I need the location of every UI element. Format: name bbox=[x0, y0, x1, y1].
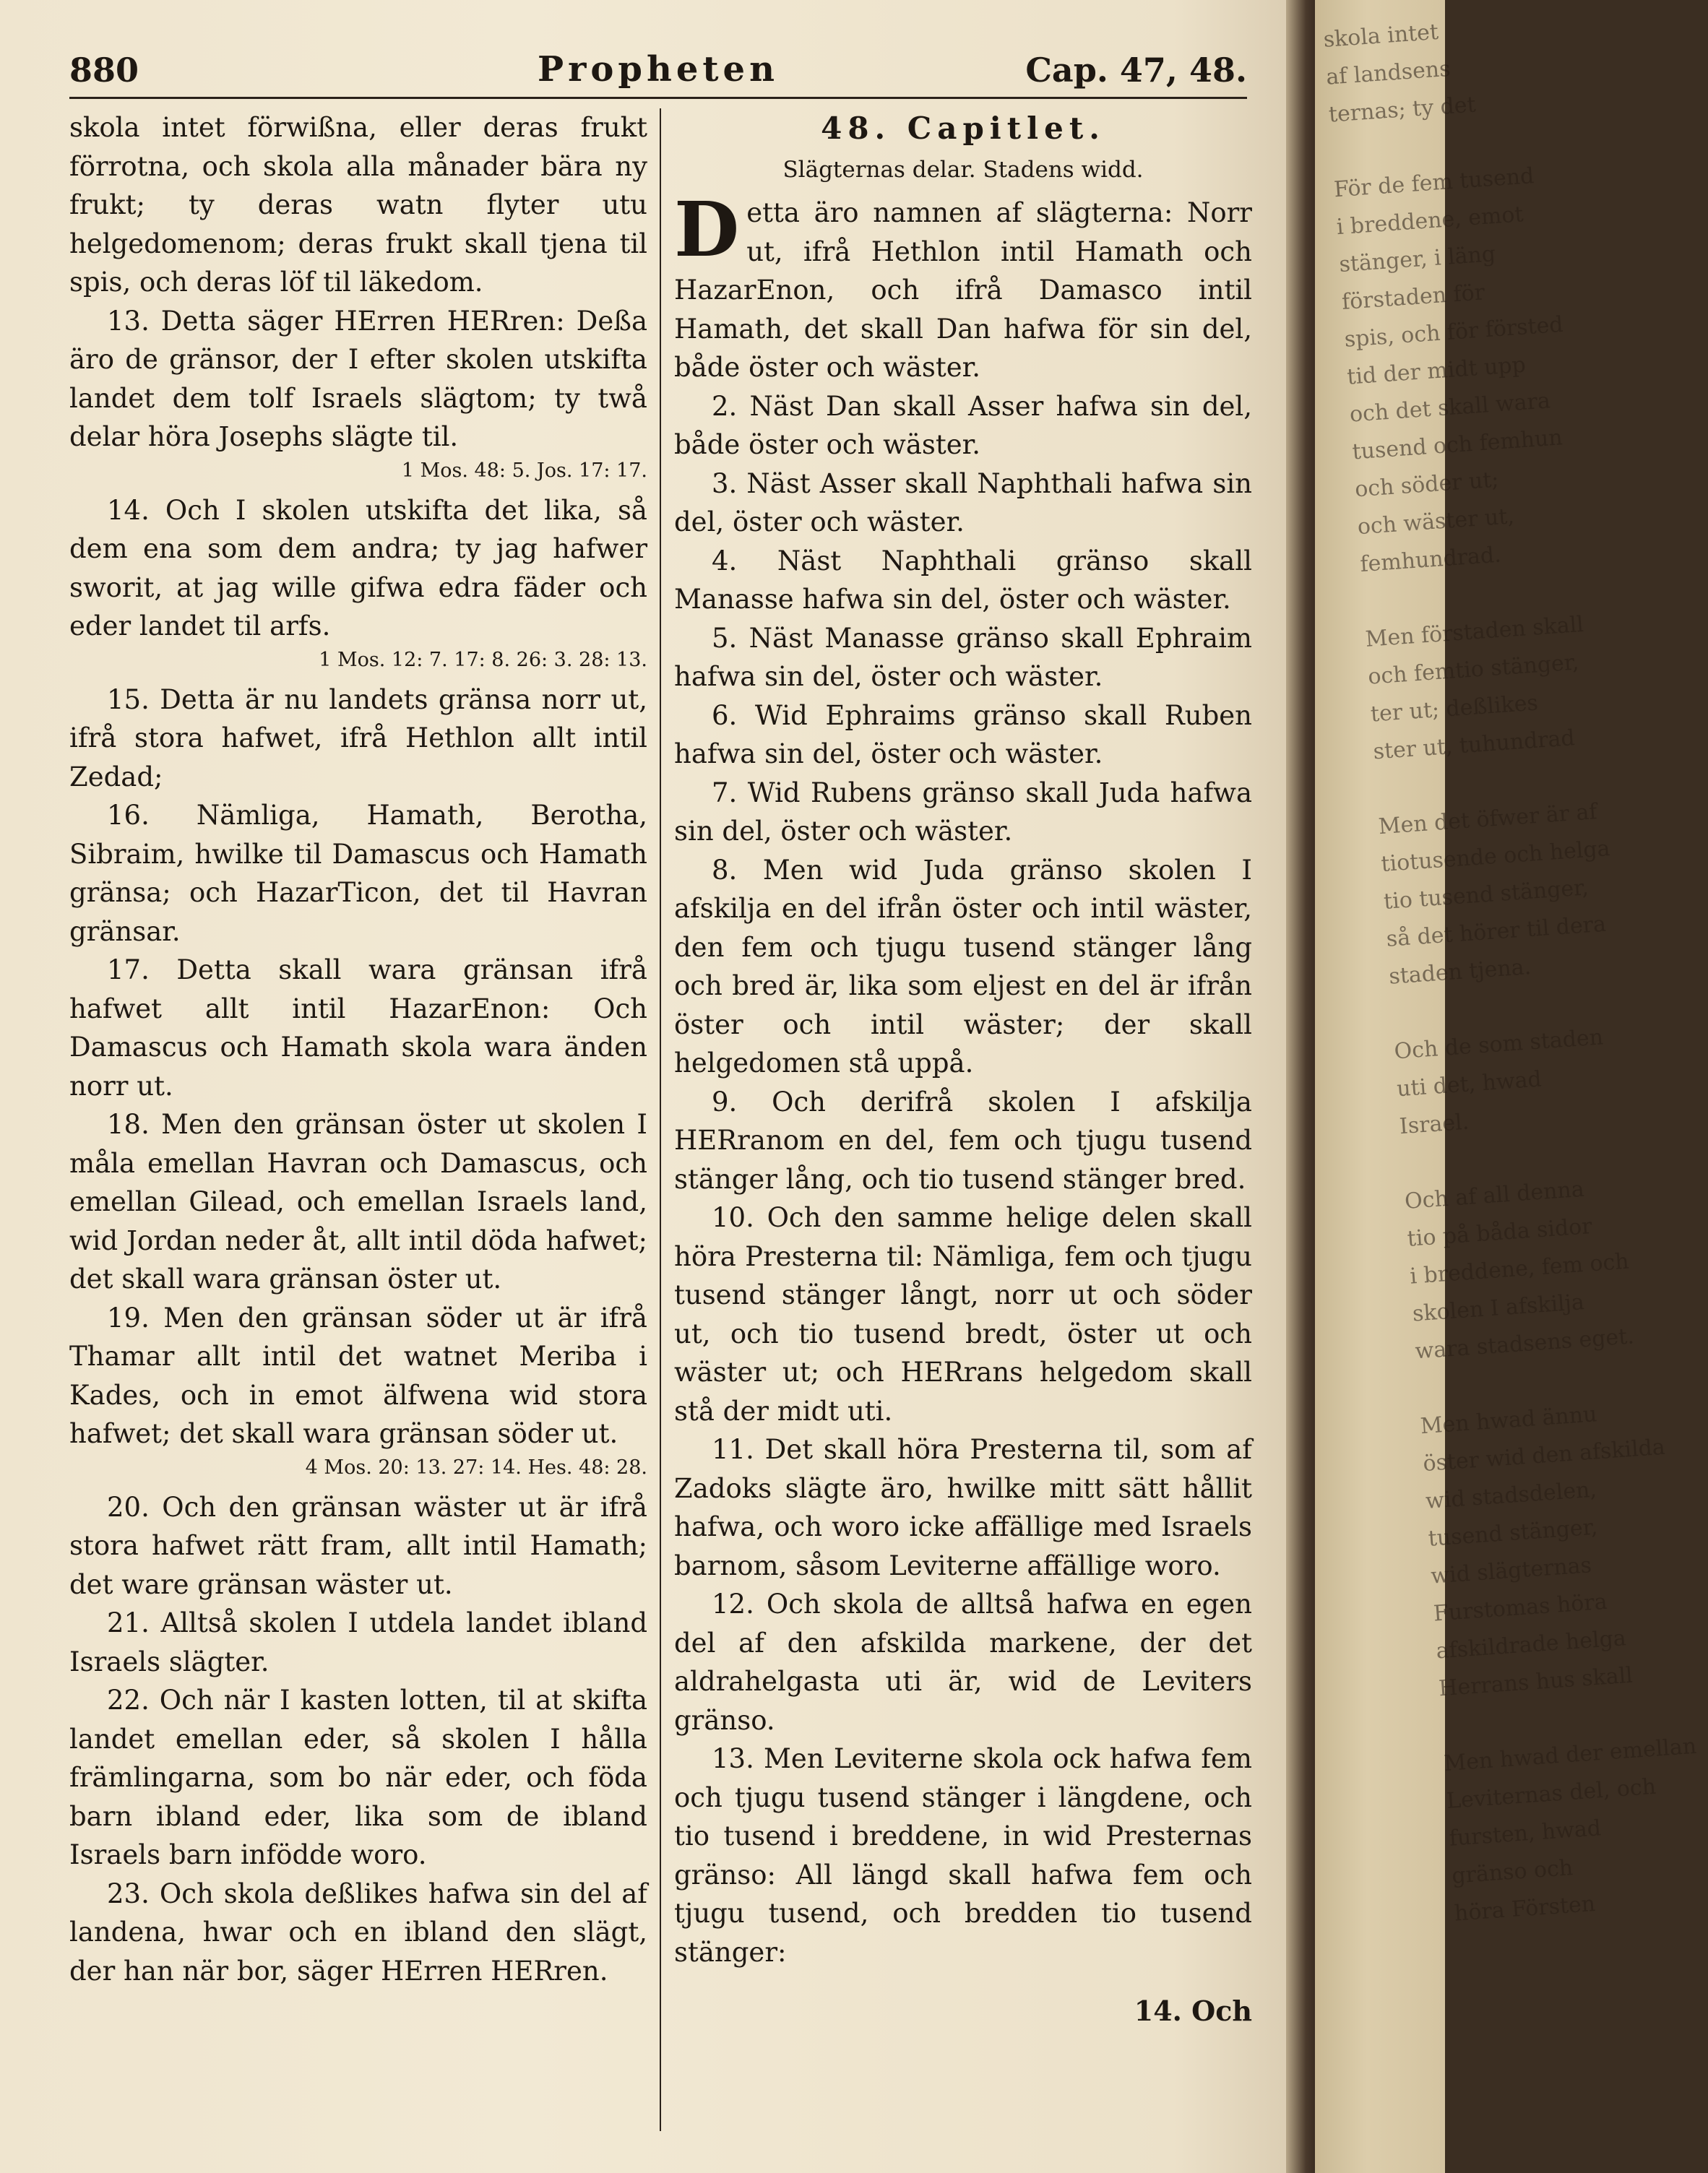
facing-page-line: staden tjena. bbox=[1388, 954, 1532, 990]
facing-page-line: förstaden för bbox=[1340, 280, 1486, 316]
facing-page-line: wara stadsens eget. bbox=[1414, 1323, 1635, 1365]
cross-reference: 1 Mos. 48: 5. Jos. 17: 17. bbox=[401, 459, 647, 482]
verse-paragraph: 3. Näst Asser skall Naphthali hafwa sin del, öster och wäster. bbox=[674, 467, 1252, 537]
facing-page-line: För de fem tusend bbox=[1333, 163, 1535, 203]
facing-page-line: Men förstaden skall bbox=[1364, 611, 1584, 652]
verse-paragraph: 17. Detta skall wara gränsan ifrå hafwet allt intil HazarEnon: Och Damascus och Hamath skola wara änden norr ut. bbox=[69, 954, 647, 1102]
facing-page-line: gränso och bbox=[1451, 1855, 1574, 1889]
verse-paragraph: 21. Alltså skolen I utdela landet ibland Israels slägter. bbox=[69, 1607, 647, 1677]
facing-page-line: Men det öfwer är af bbox=[1377, 799, 1598, 840]
facing-page-line: i breddene, emot bbox=[1335, 202, 1524, 241]
facing-page-line: spis, och för försted bbox=[1343, 311, 1564, 353]
facing-page-line: Leviternas del, och bbox=[1446, 1774, 1657, 1814]
verse-paragraph: 7. Wid Rubens gränso skall Juda hafwa sin del, öster och wäster. bbox=[674, 777, 1252, 847]
facing-page-line: Och de som staden bbox=[1393, 1024, 1605, 1065]
facing-page-line: tiotusende och helga bbox=[1380, 836, 1611, 878]
facing-page-line: höra Försten bbox=[1453, 1891, 1597, 1927]
facing-page-line: tusend och femhun bbox=[1351, 425, 1563, 465]
facing-page-line: wid stadsdelen, bbox=[1425, 1477, 1598, 1514]
verse-paragraph: 15. Detta är nu landets gränsa norr ut, ifrå stora hafwet, ifrå Hethlon allt intil Zedad; bbox=[69, 683, 647, 792]
facing-page-line: Och af all denna bbox=[1404, 1176, 1585, 1214]
page-number: 880 bbox=[69, 51, 139, 90]
verse-paragraph: 23. Och skola deßlikes hafwa sin del af landena, hwar och en ibland den slägt, der han när bor, säger HErren HERren. bbox=[69, 1878, 647, 1987]
verse-paragraph: 2. Näst Dan skall Asser hafwa sin del, både öster och wäster. bbox=[674, 390, 1252, 460]
facing-page-line: Men hwad der emellan bbox=[1443, 1733, 1698, 1777]
cross-reference: 4 Mos. 20: 13. 27: 14. Hes. 48: 28. bbox=[305, 1456, 647, 1479]
facing-page-line: tio på båda sidor bbox=[1406, 1214, 1593, 1252]
verse-paragraph: 18. Men den gränsan öster ut skolen I måla emellan Havran och Damascus, och emellan Gilead, och emellan Israels land, wid Jordan neder åt, allt intil döda hafwet; det skall wara gränsan öster ut. bbox=[69, 1109, 647, 1295]
verse-paragraph: 4. Näst Naphthali gränso skall Manasse hafwa sin del, öster och wäster. bbox=[674, 545, 1252, 615]
facing-page-line: och femtio stänger, bbox=[1367, 649, 1580, 690]
facing-page-line: tid der midt upp bbox=[1346, 352, 1527, 390]
verse-paragraph: 19. Men den gränsan söder ut är ifrå Thamar allt intil det watnet Meriba i Kades, och in emot älfwena wid stora hafwet; det skall wara gränsan söder ut. bbox=[69, 1302, 647, 1449]
facing-page-line: så det hörer til dera bbox=[1385, 911, 1608, 952]
verse-paragraph: 9. Och derifrå skolen I afskilja HERranom en del, fem och tjugu tusend stänger lång, och tio tusend stänger bred. bbox=[674, 1086, 1252, 1195]
facing-page-line: fursten, hwad bbox=[1448, 1815, 1603, 1852]
verse-paragraph: 13. Men Leviterne skola ock hafwa fem och tjugu tusend stänger i längdene, och tio tusend i breddene, in wid Presternas gränso: All längd skall hafwa fem och tjugu tusend, och bredden tio tusend stänger: bbox=[674, 1743, 1252, 1968]
facing-page-line: ter ut; deßlikes bbox=[1369, 690, 1539, 727]
facing-page-line: afskildrade helga bbox=[1435, 1625, 1627, 1664]
verse-paragraph: 10. Och den samme helige delen skall höra Presterna til: Nämliga, fem och tjugu tusend stänger långt, norr ut och söder ut, och tio tusend bredt, öster ut och wäster ut; och HERrans helgedom skall stå der midt uti. bbox=[674, 1202, 1252, 1427]
facing-page-line: Herrans hus skall bbox=[1438, 1662, 1634, 1702]
chapter-title: 48. Capitlet. bbox=[821, 111, 1105, 146]
column-divider bbox=[660, 108, 661, 2131]
verse-paragraph: skola intet förwißna, eller deras frukt förrotna, och skola alla månader bära ny frukt; ty deras watn flyter utu helgedomenom; deras frukt skall tjena til spis, och deras löf til läkedom. bbox=[69, 112, 647, 298]
cross-reference: 1 Mos. 12: 7. 17: 8. 26: 3. 28: 13. bbox=[319, 648, 647, 671]
facing-page-line: femhundrad. bbox=[1359, 542, 1502, 578]
facing-page-line: öster wid den afskilda bbox=[1422, 1434, 1666, 1477]
facing-page-line: Furstomas höra bbox=[1432, 1589, 1608, 1627]
verse-paragraph: 13. Detta säger HErren HERren: Deßa äro de gränsor, der I efter skolen utskifta landet dem tolf Israels slägtom; ty twå delar höra Josephs slägte til. bbox=[69, 305, 647, 452]
facing-page-line: Men hwad ännu bbox=[1419, 1401, 1598, 1440]
facing-page-line: Israel. bbox=[1398, 1109, 1470, 1140]
verse-paragraph: 12. Och skola de alltså hafwa en egen del af den afskilda markene, der det aldrahelgasta uti är, wid de Leviters gränso. bbox=[674, 1589, 1252, 1736]
facing-page-line: wid slägternas bbox=[1430, 1552, 1593, 1589]
facing-page bbox=[1315, 0, 1698, 2173]
facing-page-line: och söder ut; bbox=[1354, 467, 1500, 503]
left-column bbox=[69, 108, 647, 1990]
facing-page-line: i breddene, fem och bbox=[1409, 1248, 1630, 1289]
chapter-reference: Cap. 47, 48. bbox=[1025, 51, 1247, 90]
catchword: 14. Och bbox=[1134, 1995, 1252, 2027]
facing-page-line: skolen I afskilja bbox=[1411, 1289, 1585, 1327]
right-column bbox=[674, 108, 1252, 2031]
facing-page-line: tio tusend stänger, bbox=[1382, 875, 1590, 915]
verse-paragraph: 5. Näst Manasse gränso skall Ephraim hafwa sin del, öster och wäster. bbox=[674, 622, 1252, 692]
drop-cap: D bbox=[674, 185, 740, 274]
facing-page-line: ster ut, tuhundrad bbox=[1372, 725, 1576, 765]
verse-1-text: etta äro namnen af slägterna: Norr ut, ifrå Hethlon intil Hamath och HazarEnon, och ifrå Damasco intil Hamath, det skall Dan hafwa för sin del, både öster och wäster. bbox=[674, 197, 1252, 383]
verse-paragraph: 14. Och I skolen utskifta det lika, så dem ena som dem andra; ty jag hafwer sworit, at jag wille gifwa edra fäder och eder landet til arfs. bbox=[69, 494, 647, 641]
verse-paragraph: 22. Och när I kasten lotten, til at skifta landet emellan eder, så skolen I hålla främlingarna, som bo när eder, och föda barn ibland eder, lika som de ibland Israels barn infödde woro. bbox=[69, 1685, 647, 1870]
facing-page-line: uti det, hwad bbox=[1396, 1066, 1543, 1102]
facing-page-line: tusend stänger, bbox=[1427, 1514, 1599, 1552]
page-header bbox=[69, 46, 1247, 99]
verse-paragraph: 20. Och den gränsan wäster ut är ifrå stora hafwet rätt fram, allt intil Hamath; det ware gränsan wäster ut. bbox=[69, 1491, 647, 1600]
verse-paragraph: 8. Men wid Juda gränso skolen I afskilja en del ifrån öster och intil wäster, den fem och tjugu tusend stänger lång och bred är, lika som eljest en del är ifrån öster och intil wäster; der skall helgedomen stå uppå. bbox=[674, 854, 1252, 1079]
verse-paragraph: 11. Det skall höra Presterna til, som af Zadoks slägte äro, hwilke mitt sätt hållit hafwa, och woro icke affällige med Israels barnom, såsom Leviterne affällige woro. bbox=[674, 1434, 1252, 1581]
verse-paragraph: 16. Nämliga, Hamath, Berotha, Sibraim, hwilke til Damascus och Hamath gränsa; och HazarTicon, det til Havran gränsar. bbox=[69, 800, 647, 947]
facing-page-line: stänger, i läng bbox=[1338, 241, 1497, 278]
facing-page-line: ternas; ty det bbox=[1327, 92, 1477, 128]
running-title: Propheten bbox=[537, 49, 779, 90]
verse-1 bbox=[674, 185, 1252, 387]
right-verses bbox=[674, 387, 1252, 1972]
verse-paragraph: 6. Wid Ephraims gränso skall Ruben hafwa sin del, öster och wäster. bbox=[674, 699, 1252, 769]
facing-page-line: och wäster ut, bbox=[1356, 504, 1515, 540]
facing-page-line: af landsens bbox=[1325, 56, 1452, 90]
facing-page-line: och det skall wara bbox=[1348, 388, 1551, 428]
facing-page-text bbox=[1322, 12, 1698, 1932]
facing-page-line: skola intet bbox=[1322, 19, 1440, 53]
chapter-summary: Slägternas delar. Stadens widd. bbox=[782, 157, 1144, 183]
